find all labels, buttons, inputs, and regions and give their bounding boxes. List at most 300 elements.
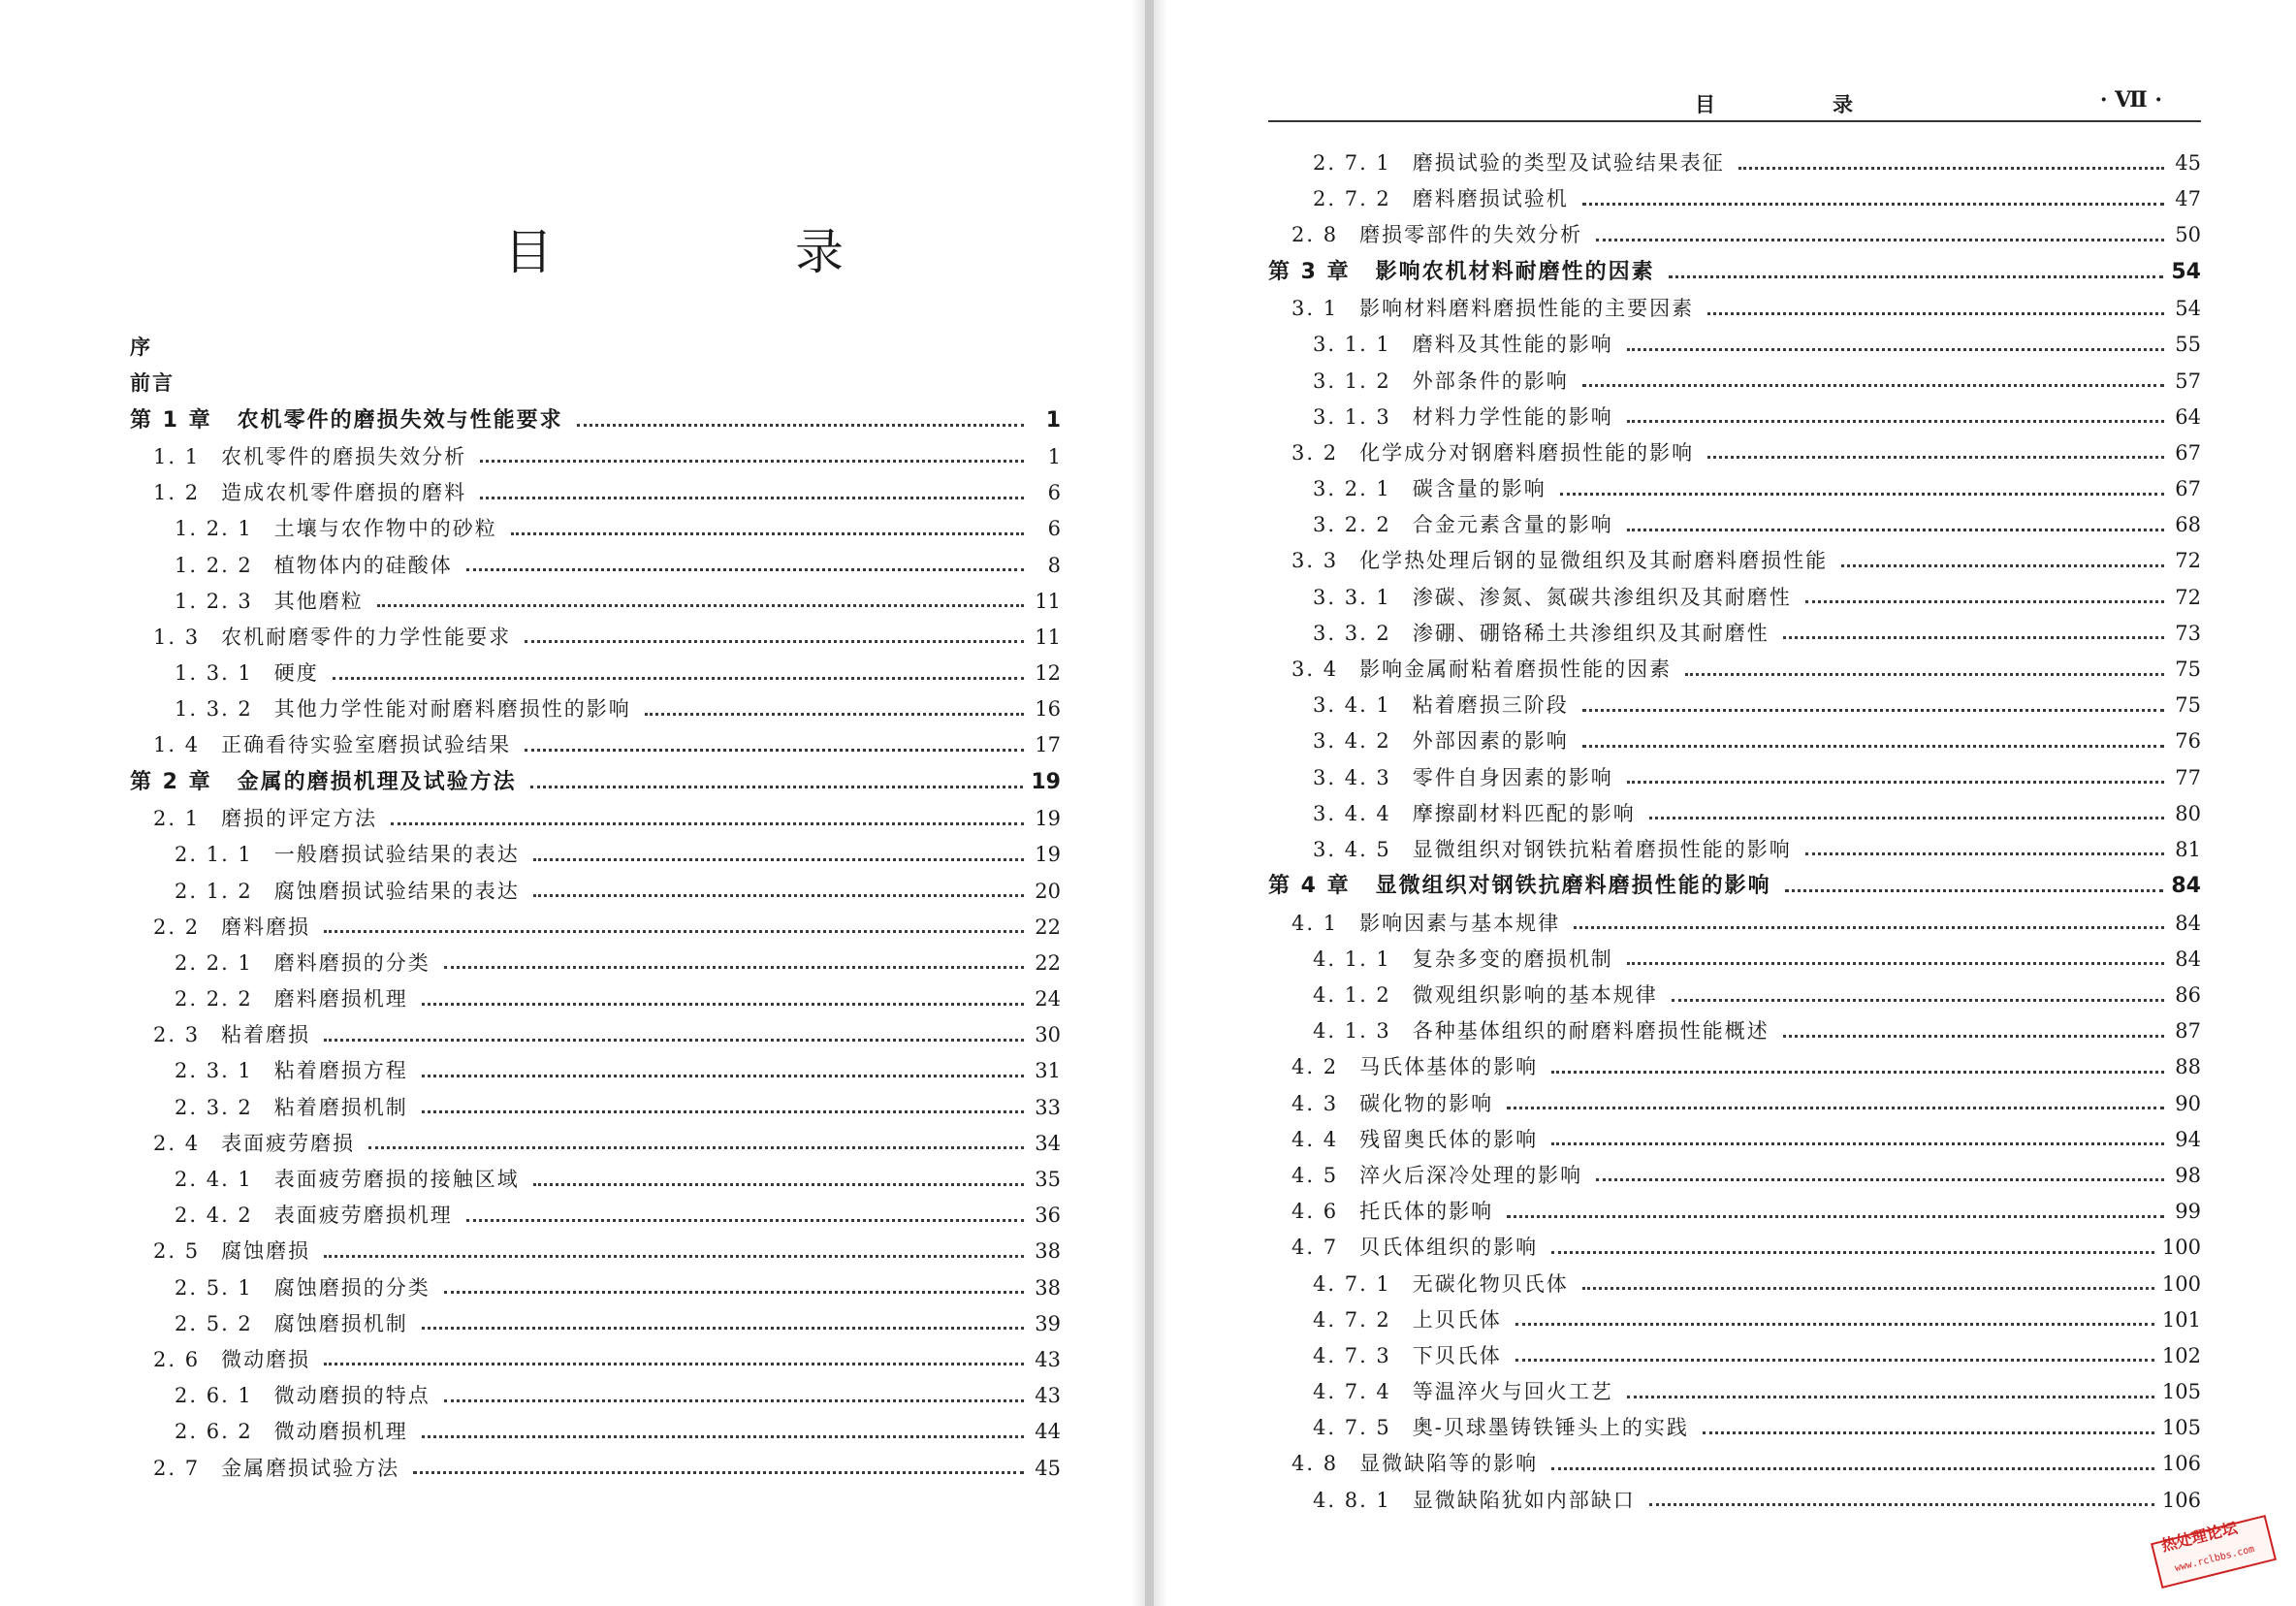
toc-entry-page: 33 — [1035, 1095, 1061, 1119]
toc-entry-number: 3. 3. 2 — [1313, 621, 1391, 645]
toc-entry-page: 87 — [2175, 1019, 2201, 1044]
toc-entry-number: 2. 5. 2 — [175, 1311, 253, 1335]
toc-entry-number: 1. 4 — [153, 733, 201, 757]
toc-entry — [1268, 1122, 2201, 1158]
toc-entry — [130, 1270, 1061, 1306]
toc-leader-dots — [1627, 961, 2164, 965]
toc-entry-page: 99 — [2175, 1200, 2201, 1224]
toc-leader-dots — [422, 1326, 1024, 1330]
toc-entry-title: 一般磨损试验结果的表达 — [273, 843, 520, 867]
toc-entry — [130, 547, 1061, 583]
toc-leader-dots — [324, 1362, 1024, 1365]
toc-entry — [1268, 1302, 2201, 1338]
toc-entry — [1268, 1410, 2201, 1446]
toc-entry-number: 3. 2 — [1292, 440, 1339, 465]
toc-leader-dots — [1582, 708, 2164, 712]
toc-leader-dots — [422, 1109, 1024, 1113]
toc-entry-number: 2. 3. 1 — [175, 1059, 253, 1083]
toc-entry-title: 马氏体基体的影响 — [1359, 1055, 1539, 1079]
toc-entry-title: 造成农机零件磨损的磨料 — [221, 481, 467, 505]
toc-leader-dots — [1560, 492, 2164, 496]
toc-entry — [1268, 181, 2201, 217]
toc-entry-page: 30 — [1035, 1023, 1061, 1047]
toc-entry-number: 第 3 章 — [1268, 259, 1351, 284]
toc-entry-title: 粘着磨损三阶段 — [1412, 693, 1569, 718]
toc-entry — [130, 1414, 1061, 1450]
toc-entry-page: 84 — [2171, 874, 2201, 899]
toc-entry-number: 4. 7. 5 — [1313, 1416, 1391, 1440]
toc-entry-title: 磨料及其性能的影响 — [1412, 333, 1613, 357]
toc-entry-page: 98 — [2175, 1163, 2201, 1187]
toc-entry — [130, 764, 1061, 802]
toc-entry-number: 1. 2. 1 — [175, 517, 253, 541]
toc-entry-title: 影响金属耐粘着磨损性能的因素 — [1359, 658, 1673, 682]
toc-entry-title: 金属磨损试验方法 — [221, 1456, 400, 1480]
toc-entry — [1268, 145, 2201, 181]
toc-entry — [1268, 616, 2201, 652]
toc-leader-dots — [1515, 1322, 2154, 1326]
toc-entry — [1268, 868, 2201, 906]
toc-entry-number: 2. 1. 1 — [175, 843, 253, 867]
toc-leader-dots — [511, 531, 1024, 535]
toc-entry — [1268, 363, 2201, 399]
toc-entry-page: 77 — [2175, 765, 2201, 789]
toc-leader-dots — [368, 1145, 1024, 1149]
toc-entry-number: 4. 1. 3 — [1313, 1019, 1391, 1044]
toc-entry-title: 农机零件的磨损失效分析 — [221, 444, 467, 468]
toc-entry-title: 零件自身因素的影响 — [1412, 765, 1613, 789]
toc-entry-title: 硬度 — [273, 661, 319, 686]
toc-entry — [130, 1342, 1061, 1378]
toc-entry — [1268, 291, 2201, 327]
toc-entry-number: 1. 2. 2 — [175, 553, 253, 577]
toc-entry-number: 2. 3 — [153, 1023, 201, 1047]
toc-entry — [130, 439, 1061, 475]
toc-list-right — [1268, 145, 2201, 1519]
toc-entry-number: 1. 3. 1 — [175, 661, 253, 686]
toc-entry-page: 88 — [2175, 1055, 2201, 1079]
toc-leader-dots — [1551, 1070, 2164, 1074]
toc-entry-page: 19 — [1031, 769, 1061, 794]
toc-entry-title: 显微组织对钢铁抗粘着磨损性能的影响 — [1412, 837, 1792, 861]
toc-entry-page: 54 — [2175, 297, 2201, 321]
toc-leader-dots — [1627, 528, 2164, 531]
toc-entry-title: 显微缺陷等的影响 — [1359, 1452, 1539, 1476]
toc-entry-page: 81 — [2175, 837, 2201, 861]
toc-entry-number: 2. 3. 2 — [175, 1095, 253, 1119]
toc-entry-page: 45 — [2175, 151, 2201, 176]
toc-entry-number: 2. 1 — [153, 807, 201, 831]
toc-entry-number: 3. 2. 2 — [1313, 513, 1391, 537]
toc-entry-number: 4. 7. 2 — [1313, 1307, 1391, 1332]
toc-leader-dots — [324, 1038, 1024, 1042]
toc-entry-number: 3. 1. 2 — [1313, 369, 1391, 393]
toc-entry-page: 55 — [2175, 333, 2201, 357]
toc-entry — [1268, 435, 2201, 471]
toc-entry-page: 75 — [2175, 693, 2201, 718]
toc-entry-page: 106 — [2161, 1452, 2201, 1476]
toc-entry-title: 粘着磨损方程 — [273, 1059, 408, 1083]
toc-entry-title: 微动磨损 — [221, 1347, 311, 1371]
toc-entry-page: 57 — [2175, 369, 2201, 393]
toc-entry-title: 奥-贝球墨铸铁锤头上的实践 — [1412, 1416, 1689, 1440]
toc-leader-dots — [533, 1182, 1024, 1186]
toc-entry — [1268, 580, 2201, 616]
toc-list-left — [130, 330, 1061, 1487]
toc-entry-title: 显微组织对钢铁抗磨料磨损性能的影响 — [1375, 874, 1771, 899]
watermark-text: 热处理论坛 — [2159, 1518, 2240, 1556]
toc-entry-number: 2. 6. 2 — [175, 1420, 253, 1444]
toc-entry-number: 3. 1. 1 — [1313, 333, 1391, 357]
toc-entry-title: 托氏体的影响 — [1359, 1200, 1494, 1224]
toc-entry-title: 微动磨损的特点 — [273, 1384, 430, 1408]
toc-leader-dots — [480, 496, 1024, 499]
toc-entry — [1268, 760, 2201, 796]
toc-entry-page: 100 — [2161, 1236, 2201, 1260]
toc-entry — [1268, 1086, 2201, 1122]
toc-entry-page: 80 — [2175, 801, 2201, 825]
toc-entry-number: 4. 7. 1 — [1313, 1271, 1391, 1296]
toc-entry-title: 磨损试验的类型及试验结果表征 — [1412, 151, 1725, 176]
toc-entry-page: 84 — [2175, 911, 2201, 935]
toc-leader-dots — [1672, 998, 2164, 1002]
toc-entry-title: 前言 — [130, 371, 175, 396]
toc-entry-title: 磨损的评定方法 — [221, 807, 378, 831]
toc-entry-page: 22 — [1035, 915, 1061, 939]
toc-entry-page: 72 — [2175, 549, 2201, 573]
toc-entry-number: 2. 2. 2 — [175, 987, 253, 1012]
toc-entry-page: 64 — [2175, 404, 2201, 429]
toc-entry-page: 34 — [1035, 1131, 1061, 1155]
toc-entry — [1268, 652, 2201, 688]
toc-leader-dots — [1783, 1034, 2164, 1038]
toc-entry-number: 2. 6 — [153, 1347, 201, 1371]
toc-entry-title: 合金元素含量的影响 — [1412, 513, 1613, 537]
toc-entry-title: 磨料磨损机理 — [273, 987, 408, 1012]
toc-leader-dots — [324, 929, 1024, 933]
toc-entry-title: 各种基体组织的耐磨料磨损性能概述 — [1412, 1019, 1770, 1044]
toc-entry — [130, 1053, 1061, 1089]
toc-leader-dots — [1649, 816, 2164, 819]
toc-entry — [1268, 1483, 2201, 1519]
toc-entry-number: 1. 3 — [153, 625, 201, 649]
toc-leader-dots — [333, 676, 1024, 680]
toc-entry-number: 3. 4. 2 — [1313, 729, 1391, 754]
toc-title: 目 录 — [504, 224, 941, 280]
toc-entry-page: 101 — [2161, 1307, 2201, 1332]
toc-entry-number: 4. 2 — [1292, 1055, 1339, 1079]
toc-entry-title: 渗硼、硼铬稀土共渗组织及其耐磨性 — [1412, 621, 1770, 645]
toc-entry-number: 2. 4. 1 — [175, 1168, 253, 1192]
toc-entry-page: 19 — [1035, 807, 1061, 831]
toc-leader-dots — [422, 1434, 1024, 1438]
toc-entry — [1268, 1013, 2201, 1049]
toc-entry-page: 11 — [1035, 589, 1061, 613]
toc-entry-title: 微动磨损机理 — [273, 1420, 408, 1444]
toc-entry-page: 20 — [1035, 879, 1061, 903]
toc-leader-dots — [422, 1002, 1024, 1006]
toc-entry-page: 67 — [2175, 477, 2201, 501]
toc-entry-number: 1. 2. 3 — [175, 589, 253, 613]
toc-entry — [1268, 327, 2201, 363]
toc-entry-title: 碳含量的影响 — [1412, 477, 1547, 501]
toc-entry-title: 植物体内的硅酸体 — [273, 553, 453, 577]
toc-entry — [1268, 400, 2201, 435]
toc-entry — [130, 402, 1061, 439]
toc-leader-dots — [1596, 1177, 2164, 1181]
toc-leader-dots — [1785, 888, 2164, 892]
toc-leader-dots — [1627, 347, 2164, 351]
toc-entry — [130, 656, 1061, 691]
toc-leader-dots — [1627, 419, 2164, 423]
toc-entry-page: 11 — [1035, 625, 1061, 649]
toc-entry — [1268, 906, 2201, 942]
toc-entry-number: 3. 1 — [1292, 297, 1339, 321]
toc-leader-dots — [324, 1254, 1024, 1258]
toc-leader-dots — [1841, 563, 2164, 567]
toc-leader-dots — [645, 712, 1024, 716]
toc-leader-dots — [1805, 599, 2164, 603]
toc-entry-number: 2. 7. 1 — [1313, 151, 1391, 176]
toc-entry-title: 化学成分对钢磨料磨损性能的影响 — [1359, 440, 1695, 465]
toc-entry — [130, 1126, 1061, 1162]
toc-entry-page: 75 — [2175, 658, 2201, 682]
toc-leader-dots — [413, 1470, 1024, 1474]
toc-entry — [1268, 1446, 2201, 1482]
toc-entry-number: 4. 1 — [1292, 911, 1339, 935]
toc-entry — [130, 801, 1061, 837]
toc-entry-number: 3. 3 — [1292, 549, 1339, 573]
toc-entry-number: 1. 1 — [153, 444, 201, 468]
forum-watermark-stamp — [2141, 1515, 2286, 1596]
toc-entry-number: 2. 6. 1 — [175, 1384, 253, 1408]
toc-leader-dots — [1707, 311, 2164, 315]
toc-leader-dots — [1507, 1106, 2164, 1109]
toc-entry-title: 影响因素与基本规律 — [1359, 911, 1561, 935]
toc-entry-title: 农机耐磨零件的力学性能要求 — [221, 625, 512, 649]
toc-leader-dots — [1685, 672, 2164, 676]
toc-entry-page: 43 — [1035, 1384, 1061, 1408]
toc-entry — [130, 475, 1061, 511]
toc-entry-number: 第 4 章 — [1268, 874, 1351, 899]
toc-entry — [130, 1090, 1061, 1126]
toc-entry-page: 105 — [2161, 1380, 2201, 1404]
toc-entry-page: 8 — [1047, 553, 1061, 577]
toc-entry-page: 31 — [1035, 1059, 1061, 1083]
toc-entry — [1268, 942, 2201, 978]
toc-entry-page: 47 — [2175, 187, 2201, 211]
toc-entry-number: 3. 2. 1 — [1313, 477, 1391, 501]
toc-entry — [130, 910, 1061, 946]
toc-entry-number: 2. 5. 1 — [175, 1275, 253, 1300]
toc-leader-dots — [1515, 1358, 2154, 1362]
toc-entry-title: 其他磨粒 — [273, 589, 364, 613]
toc-entry-page: 22 — [1035, 950, 1061, 975]
toc-entry-page: 44 — [1035, 1420, 1061, 1444]
toc-entry-number: 4. 7. 3 — [1313, 1343, 1391, 1367]
toc-entry-page: 43 — [1035, 1347, 1061, 1371]
toc-entry-title: 残留奥氏体的影响 — [1359, 1127, 1539, 1151]
toc-entry-number: 4. 7. 4 — [1313, 1380, 1391, 1404]
toc-entry-page: 84 — [2175, 947, 2201, 971]
toc-entry — [130, 1306, 1061, 1342]
toc-entry-number: 1. 2 — [153, 481, 201, 505]
toc-entry-title: 显微缺陷犹如内部缺口 — [1412, 1488, 1636, 1512]
toc-leader-dots — [1582, 1286, 2154, 1290]
toc-entry-title: 碳化物的影响 — [1359, 1091, 1494, 1115]
page-gutter-shadow — [1154, 0, 1167, 1606]
toc-entry — [130, 330, 1061, 366]
toc-entry-number: 第 2 章 — [130, 769, 212, 794]
toc-entry-number: 3. 4 — [1292, 658, 1339, 682]
toc-entry — [130, 1198, 1061, 1234]
toc-entry-page: 16 — [1035, 697, 1061, 722]
toc-entry-title: 外部因素的影响 — [1412, 729, 1569, 754]
toc-entry — [130, 366, 1061, 402]
toc-entry — [130, 873, 1061, 909]
toc-entry-number: 2. 5 — [153, 1239, 201, 1264]
toc-entry-page: 39 — [1035, 1311, 1061, 1335]
toc-leader-dots — [577, 423, 1024, 427]
toc-leader-dots — [1805, 851, 2164, 855]
toc-entry-number: 2. 1. 2 — [175, 879, 253, 903]
toc-entry-page: 38 — [1035, 1275, 1061, 1300]
toc-entry-number: 2. 2 — [153, 915, 201, 939]
running-head-title: 目 录 — [1695, 93, 1901, 116]
toc-entry-number: 第 1 章 — [130, 407, 212, 433]
toc-leader-dots — [444, 1398, 1024, 1402]
toc-entry-number: 3. 3. 1 — [1313, 585, 1391, 609]
toc-entry-page: 73 — [2175, 621, 2201, 645]
toc-leader-dots — [391, 821, 1024, 825]
toc-leader-dots — [1707, 455, 2164, 459]
toc-entry — [1268, 254, 2201, 292]
toc-entry-title: 摩擦副材料匹配的影响 — [1412, 801, 1636, 825]
running-head — [1268, 74, 2201, 122]
toc-entry-title: 序 — [130, 336, 152, 360]
toc-entry-number: 4. 5 — [1292, 1163, 1339, 1187]
toc-leader-dots — [533, 857, 1024, 861]
toc-entry-page: 19 — [1035, 843, 1061, 867]
toc-leader-dots — [530, 785, 1024, 788]
toc-entry-title: 上贝氏体 — [1412, 1307, 1502, 1332]
toc-entry-title: 下贝氏体 — [1412, 1343, 1502, 1367]
toc-leader-dots — [466, 1218, 1024, 1222]
toc-entry — [1268, 1049, 2201, 1085]
toc-leader-dots — [1574, 925, 2164, 929]
toc-entry-title: 影响材料磨料磨损性能的主要因素 — [1359, 297, 1695, 321]
toc-entry — [1268, 471, 2201, 507]
toc-entry-title: 磨料磨损 — [221, 915, 311, 939]
toc-entry-number: 4. 3 — [1292, 1091, 1339, 1115]
toc-entry — [1268, 978, 2201, 1013]
toc-entry-page: 50 — [2175, 223, 2201, 247]
toc-entry-title: 影响农机材料耐磨性的因素 — [1375, 259, 1655, 284]
toc-entry-title: 金属的磨损机理及试验方法 — [237, 769, 517, 794]
toc-leader-dots — [1582, 202, 2164, 206]
toc-entry-number: 3. 4. 4 — [1313, 801, 1391, 825]
toc-entry-page: 38 — [1035, 1239, 1061, 1264]
toc-leader-dots — [1551, 1141, 2164, 1145]
toc-entry-page: 1 — [1045, 407, 1061, 433]
toc-leader-dots — [1551, 1250, 2154, 1254]
toc-entry — [1268, 723, 2201, 759]
toc-entry-number: 2. 4 — [153, 1131, 201, 1155]
toc-entry — [1268, 543, 2201, 579]
toc-entry-page: 12 — [1035, 661, 1061, 686]
toc-entry-page: 86 — [2175, 983, 2201, 1008]
toc-entry-title: 渗碳、渗氮、氮碳共渗组织及其耐磨性 — [1412, 585, 1792, 609]
toc-entry-number: 4. 7 — [1292, 1236, 1339, 1260]
toc-entry-page: 68 — [2175, 513, 2201, 537]
toc-entry-title: 淬火后深冷处理的影响 — [1359, 1163, 1583, 1187]
toc-leader-dots — [377, 603, 1024, 607]
toc-entry-title: 磨料磨损的分类 — [273, 950, 430, 975]
toc-entry-title: 磨料磨损试验机 — [1412, 187, 1569, 211]
toc-entry — [130, 1378, 1061, 1414]
toc-entry-title: 正确看待实验室磨损试验结果 — [221, 733, 512, 757]
toc-leader-dots — [525, 748, 1024, 752]
toc-entry — [1268, 1158, 2201, 1194]
toc-entry-page: 72 — [2175, 585, 2201, 609]
toc-entry — [130, 946, 1061, 981]
toc-entry — [1268, 507, 2201, 543]
toc-entry-number: 3. 4. 3 — [1313, 765, 1391, 789]
toc-leader-dots — [533, 893, 1024, 897]
toc-leader-dots — [525, 639, 1024, 643]
toc-entry-page: 17 — [1035, 733, 1061, 757]
toc-leader-dots — [444, 1290, 1024, 1294]
toc-leader-dots — [1627, 1395, 2154, 1398]
toc-entry-page: 106 — [2161, 1488, 2201, 1512]
toc-entry-title: 腐蚀磨损的分类 — [273, 1275, 430, 1300]
toc-entry-page: 100 — [2161, 1271, 2201, 1296]
toc-entry-number: 4. 6 — [1292, 1200, 1339, 1224]
toc-entry-number: 2. 7 — [153, 1456, 201, 1480]
toc-entry — [130, 1162, 1061, 1198]
toc-entry-number: 2. 2. 1 — [175, 950, 253, 975]
toc-entry — [1268, 688, 2201, 723]
toc-entry — [1268, 1194, 2201, 1230]
toc-leader-dots — [422, 1074, 1024, 1077]
toc-entry-title: 表面疲劳磨损 — [221, 1131, 356, 1155]
toc-entry-title: 磨损零部件的失效分析 — [1359, 223, 1583, 247]
toc-leader-dots — [466, 567, 1024, 571]
toc-entry-number: 3. 1. 3 — [1313, 404, 1391, 429]
toc-entry-page: 76 — [2175, 729, 2201, 754]
toc-entry-number: 4. 8 — [1292, 1452, 1339, 1476]
toc-entry-title: 粘着磨损机制 — [273, 1095, 408, 1119]
toc-entry-number: 3. 4. 1 — [1313, 693, 1391, 718]
toc-entry — [130, 1017, 1061, 1053]
toc-leader-dots — [1582, 383, 2164, 387]
toc-entry-number: 3. 4. 5 — [1313, 837, 1391, 861]
toc-entry — [1268, 1338, 2201, 1374]
toc-entry — [130, 837, 1061, 873]
toc-leader-dots — [1507, 1214, 2164, 1218]
toc-entry-number: 4. 4 — [1292, 1127, 1339, 1151]
toc-entry-title: 复杂多变的磨损机制 — [1412, 947, 1613, 971]
toc-entry — [130, 620, 1061, 656]
running-head-page-number: · Ⅶ · — [2099, 87, 2162, 112]
toc-entry-number: 2. 8 — [1292, 223, 1339, 247]
toc-entry-page: 6 — [1047, 481, 1061, 505]
toc-entry-title: 等温淬火与回火工艺 — [1412, 1380, 1613, 1404]
toc-entry — [1268, 1266, 2201, 1301]
toc-leader-dots — [1551, 1466, 2154, 1470]
toc-entry-title: 腐蚀磨损 — [221, 1239, 311, 1264]
toc-entry-page: 36 — [1035, 1204, 1061, 1228]
